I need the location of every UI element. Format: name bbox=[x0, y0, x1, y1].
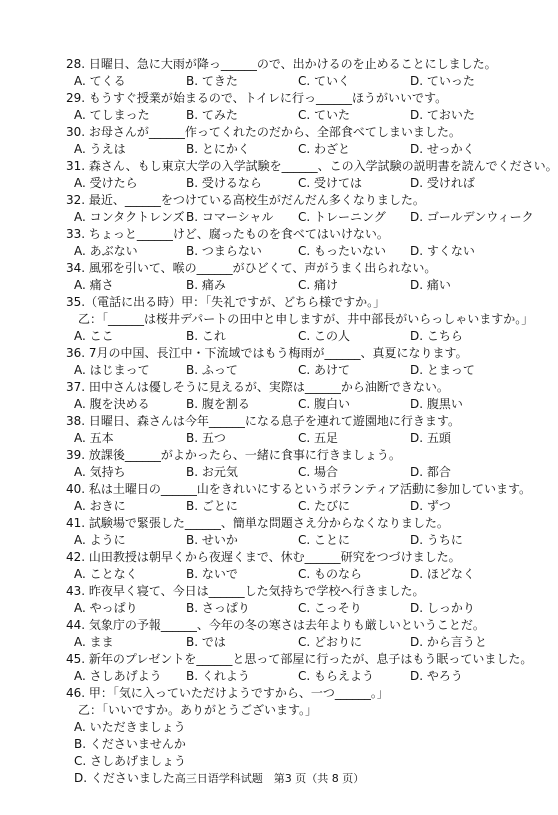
answer-option: C. 場合 bbox=[298, 465, 339, 479]
answer-options bbox=[74, 209, 534, 226]
answer-option: D. ゴールデンウィーク bbox=[410, 210, 534, 224]
question-stem: 40. 私は土曜日の______山をきれいにするというボランティア活動に参加しています。 bbox=[66, 482, 531, 496]
answer-options bbox=[74, 566, 506, 583]
answer-options bbox=[74, 73, 506, 90]
answer-option: C. もらえよう bbox=[298, 669, 375, 683]
answer-option: B. お元気 bbox=[186, 465, 238, 479]
answer-option: B. くださいませんか bbox=[74, 737, 186, 751]
answer-option: C. トレーニング bbox=[298, 210, 386, 224]
answer-option: D. せっかく bbox=[410, 142, 475, 156]
answer-option: A. ことなく bbox=[74, 567, 138, 581]
answer-options bbox=[74, 430, 506, 447]
answer-option: A. ように bbox=[74, 533, 126, 547]
answer-option: C. さしあげましょう bbox=[74, 754, 187, 768]
answer-option: D. すくない bbox=[410, 244, 475, 258]
answer-option: D. 五頭 bbox=[410, 431, 451, 445]
answer-option: A. おきに bbox=[74, 499, 126, 513]
page-footer: 高三日语学科试题 第3 页（共 8 页） bbox=[174, 772, 365, 785]
answer-options bbox=[74, 141, 506, 158]
question-stem: 31. 森さん、もし東京大学の入学試験を______、この入学試験の説明書を読んでください。 bbox=[66, 159, 558, 173]
answer-option: C. ことに bbox=[298, 533, 351, 547]
answer-option: A. いただきましょう bbox=[74, 720, 186, 734]
answer-option: A. まま bbox=[74, 635, 114, 649]
answer-option: A. てしまった bbox=[74, 108, 150, 122]
answer-option: C. わざと bbox=[298, 142, 351, 156]
answer-option: C. 痛け bbox=[298, 278, 339, 292]
question-stem: 41. 試験場で緊張した______、簡単な問題さえ分からなくなりました。 bbox=[66, 516, 449, 530]
answer-options bbox=[74, 464, 506, 481]
answer-option: D. やろう bbox=[410, 669, 463, 683]
question-stem: 36. 7月の中国、長江中・下流域ではもう梅雨が______、真夏になります。 bbox=[66, 346, 468, 360]
answer-options bbox=[74, 362, 506, 379]
answer-option: A. 五本 bbox=[74, 431, 114, 445]
answer-option: D. こちら bbox=[410, 329, 463, 343]
answer-option: C. もったいない bbox=[298, 244, 387, 258]
answer-option: D. 痛い bbox=[410, 278, 451, 292]
answer-option: A. あぶない bbox=[74, 244, 138, 258]
question-stem: 38. 日曜日、森さんは今年______になる息子を連れて遊園地に行きます。 bbox=[66, 414, 460, 428]
answer-option: A. 腹を決める bbox=[74, 397, 150, 411]
answer-option: C. 五足 bbox=[298, 431, 339, 445]
question-stem: 32. 最近、______をつけている高校生がだんだん多くなりました。 bbox=[66, 193, 425, 207]
answer-option: A. はじまって bbox=[74, 363, 150, 377]
answer-options bbox=[74, 532, 506, 549]
answer-option: B. では bbox=[186, 635, 226, 649]
answer-option: C. こっそり bbox=[298, 601, 362, 615]
answer-option: B. さっぱり bbox=[186, 601, 250, 615]
answer-options bbox=[74, 498, 506, 515]
question-stem: 39. 放課後______がよかったら、一緒に食事に行きましょう。 bbox=[66, 448, 401, 462]
answer-option: A. ここ bbox=[74, 329, 114, 343]
question-stem: 28. 日曜日、急に大雨が降っ______ので、出かけるのを止めることにしました。 bbox=[66, 57, 497, 71]
question-stem: 37. 田中さんは優しそうに見えるが、実際は______から油断できない。 bbox=[66, 380, 449, 394]
answer-option: B. 腹を割る bbox=[186, 397, 250, 411]
question-dialogue-line: 乙：「いいですか。ありがとうございます。」 bbox=[78, 703, 318, 717]
answer-options bbox=[74, 107, 506, 124]
answer-option: B. ないで bbox=[186, 567, 238, 581]
answer-option: B. 受けるなら bbox=[186, 176, 262, 190]
answer-option: D. ずつ bbox=[410, 499, 451, 513]
answer-option: D. 腹黒い bbox=[410, 397, 463, 411]
question-stem: 34. 風邪を引いて、喉の______がひどくて、声がうまく出られない。 bbox=[66, 261, 437, 275]
answer-option: B. 五つ bbox=[186, 431, 226, 445]
answer-option: C. 受けては bbox=[298, 176, 363, 190]
question-stem: 43. 昨夜早く寝て、今日は______した気持ちで学校へ行きました。 bbox=[66, 584, 425, 598]
answer-option: D. くださいました bbox=[74, 771, 175, 785]
answer-option: B. 痛み bbox=[186, 278, 226, 292]
answer-option: B. これ bbox=[186, 329, 226, 343]
answer-option: A. てくる bbox=[74, 74, 126, 88]
answer-options bbox=[74, 328, 506, 345]
answer-option: B. コマーシャル bbox=[186, 210, 274, 224]
question-stem: 35.（電話に出る時）甲：「失礼ですが、どちら様ですか。」 bbox=[66, 295, 386, 309]
answer-option: C. ものなら bbox=[298, 567, 363, 581]
answer-option: D. とまって bbox=[410, 363, 475, 377]
question-stem: 33. ちょっと______けど、腐ったものを食べてはいけない。 bbox=[66, 227, 389, 241]
answer-option: A. さしあげよう bbox=[74, 669, 162, 683]
answer-option: A. うえは bbox=[74, 142, 126, 156]
answer-option: D. ておいた bbox=[410, 108, 475, 122]
answer-option: B. ごとに bbox=[186, 499, 238, 513]
question-stem: 46. 甲：「気に入っていただけようですから、一つ______。」 bbox=[66, 686, 389, 700]
answer-option: D. しっかり bbox=[410, 601, 475, 615]
answer-options bbox=[74, 175, 506, 192]
answer-option: D. うちに bbox=[410, 533, 463, 547]
question-stem: 42. 山田教授は朝早くから夜遅くまで、休む______研究をつづけました。 bbox=[66, 550, 461, 564]
answer-option: A. 痛さ bbox=[74, 278, 114, 292]
answer-option: A. 受けたら bbox=[74, 176, 138, 190]
answer-option: C. 腹白い bbox=[298, 397, 351, 411]
answer-option: C. どおりに bbox=[298, 635, 363, 649]
answer-option: C. この人 bbox=[298, 329, 351, 343]
answer-options bbox=[74, 668, 506, 685]
answer-option: D. から言うと bbox=[410, 635, 487, 649]
answer-option: B. せいか bbox=[186, 533, 238, 547]
answer-option: D. 都合 bbox=[410, 465, 451, 479]
answer-option: A. 気持ち bbox=[74, 465, 126, 479]
answer-option: B. とにかく bbox=[186, 142, 250, 156]
answer-option: B. てきた bbox=[186, 74, 238, 88]
question-stem: 45. 新年のプレゼントを______と思って部屋に行ったが、息子はもう眠っていました。 bbox=[66, 652, 533, 666]
question-dialogue-line: 乙：「______は桜井デパートの田中と申しますが、井中部長がいらっしゃいますか。」 bbox=[78, 312, 534, 326]
answer-options bbox=[74, 600, 506, 617]
answer-options bbox=[74, 243, 506, 260]
answer-option: C. ていた bbox=[298, 108, 351, 122]
answer-option: B. ふって bbox=[186, 363, 238, 377]
answer-options bbox=[74, 634, 506, 651]
answer-option: A. やっぱり bbox=[74, 601, 138, 615]
answer-option: D. 受ければ bbox=[410, 176, 475, 190]
answer-option: C. あけて bbox=[298, 363, 351, 377]
answer-options bbox=[74, 396, 506, 413]
answer-option: B. つまらない bbox=[186, 244, 262, 258]
answer-option: A. コンタクトレンズ bbox=[74, 210, 185, 224]
answer-option: B. くれよう bbox=[186, 669, 250, 683]
question-stem: 30. お母さんが______作ってくれたのだから、全部食べてしまいました。 bbox=[66, 125, 461, 139]
answer-option: C. ていく bbox=[298, 74, 351, 88]
question-stem: 44. 気象庁の予報______、今年の冬の寒さは去年よりも厳しいということだ。 bbox=[66, 618, 485, 632]
answer-option: B. てみた bbox=[186, 108, 238, 122]
answer-option: D. ていった bbox=[410, 74, 475, 88]
answer-option: C. たびに bbox=[298, 499, 351, 513]
question-stem: 29. もうすぐ授業が始まるので、トイレに行っ______ほうがいいです。 bbox=[66, 91, 448, 105]
answer-options bbox=[74, 277, 506, 294]
answer-option: D. ほどなく bbox=[410, 567, 475, 581]
